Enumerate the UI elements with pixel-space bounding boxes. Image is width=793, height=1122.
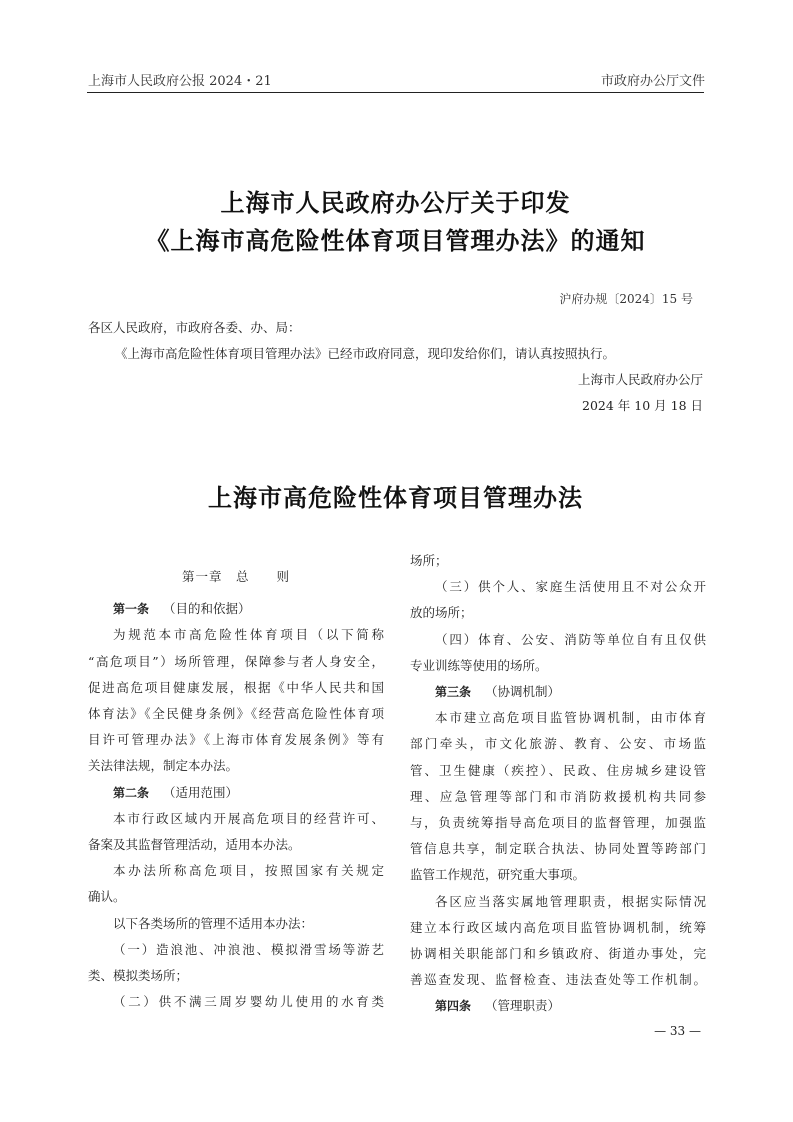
article-heading <box>410 679 706 705</box>
text-line: 确认。 <box>88 889 126 905</box>
notice-body: 《上海市高危险性体育项目管理办法》已经市政府同意，现印发给你们，请认真按照执行。 <box>115 346 616 361</box>
text-line: 本市行政区域内开展高危项目的经营许可、 <box>113 810 384 826</box>
article-heading <box>88 596 384 622</box>
regulation-title: 上海市高危险性体育项目管理办法 <box>208 483 583 512</box>
article-subtitle: （管理职责） <box>485 998 561 1014</box>
signer: 上海市人民政府办公厅 <box>577 372 703 387</box>
text-line: 促进高危项目健康发展，根据《中华人民共和国 <box>88 679 384 695</box>
article-subtitle: （协调机制） <box>485 684 561 700</box>
text-line: （四）体育、公安、消防等单位自有且仅供 <box>435 631 706 647</box>
text-line: 善巡查发现、监督检查、违法查处等工作机制。 <box>410 972 706 988</box>
text-line: 专业训练等使用的场所。 <box>410 657 548 673</box>
text-line: 类、模拟类场所； <box>88 968 189 984</box>
text-line: 本办法所称高危项目，按照国家有关规定 <box>113 863 384 879</box>
article-number: 第三条 <box>435 685 472 700</box>
right-column <box>410 548 706 1020</box>
text-line: 理、应急管理等部门和市消防救援机构共同参 <box>410 788 706 804</box>
addressees: 各区人民政府，市政府各委、办、局： <box>88 320 301 335</box>
text-line: （三）供个人、家庭生活使用且不对公众开 <box>435 579 706 595</box>
left-column <box>88 560 384 1015</box>
text-line: 协调相关职能部门和乡镇政府、街道办事处，完 <box>410 946 706 962</box>
article-number: 第二条 <box>113 785 150 800</box>
article-number: 第一条 <box>113 602 150 617</box>
text-line: 为规范本市高危险性体育项目（以下简称 <box>113 627 384 643</box>
text-line: 建立本行政区域内高危项目监管协调机制，统筹 <box>410 919 706 935</box>
issue-date: 2024 年 10 月 18 日 <box>582 398 703 413</box>
text-line: 部门牵头，市文化旅游、教育、公安、市场监 <box>410 736 706 752</box>
text-line: 目许可管理办法》《上海市体育发展条例》等有 <box>88 732 384 748</box>
running-header-right: 市政府办公厅文件 <box>600 74 705 89</box>
article-subtitle: （适用范围） <box>163 784 239 800</box>
notice-title-line-2: 《上海市高危险性体育项目管理办法》的通知 <box>145 226 646 255</box>
text-line: 管信息共享，制定联合执法、协同处置等跨部门 <box>410 841 706 857</box>
article-subtitle: （目的和依据） <box>163 601 251 617</box>
text-line: 本市建立高危项目监管协调机制，由市体育 <box>435 710 706 726</box>
text-line: 监管工作规范，研究重大事项。 <box>410 867 586 883</box>
article-number: 第四条 <box>435 999 472 1014</box>
running-header-left: 上海市人民政府公报 2024・21 <box>88 74 272 89</box>
chapter-heading: 第一章 总 则 <box>181 569 290 584</box>
text-line: 关法律法规，制定本办法。 <box>88 758 239 774</box>
text-line: （二）供不满三周岁婴幼儿使用的水育类 <box>113 994 384 1010</box>
text-line: 放的场所； <box>410 605 473 621</box>
notice-title-line-1: 上海市人民政府办公厅关于印发 <box>220 188 571 217</box>
text-line: 与，负责统筹指导高危项目的监督管理，加强监 <box>410 815 706 831</box>
text-line: 以下各类场所的管理不适用本办法： <box>113 915 314 931</box>
text-line: （一）造浪池、冲浪池、模拟滑雪场等游艺 <box>113 941 384 957</box>
document-number: 沪府办规〔2024〕15 号 <box>559 292 693 306</box>
article-heading <box>88 780 384 806</box>
text-line: “高危项目”）场所管理，保障参与者人身安全， <box>88 653 384 669</box>
article-heading <box>410 993 706 1019</box>
text-line: 备案及其监督管理活动，适用本办法。 <box>88 837 301 853</box>
text-line: 管、卫生健康（疾控）、民政、住房城乡建设管 <box>410 762 706 778</box>
text-line: 场所； <box>410 553 448 568</box>
header-divider <box>87 92 704 93</box>
page-number: — 33 — <box>654 1024 701 1038</box>
text-line: 体育法》《全民健身条例》《经营高危险性体育项 <box>88 706 384 722</box>
text-line: 各区应当落实属地管理职责，根据实际情况 <box>435 893 706 909</box>
